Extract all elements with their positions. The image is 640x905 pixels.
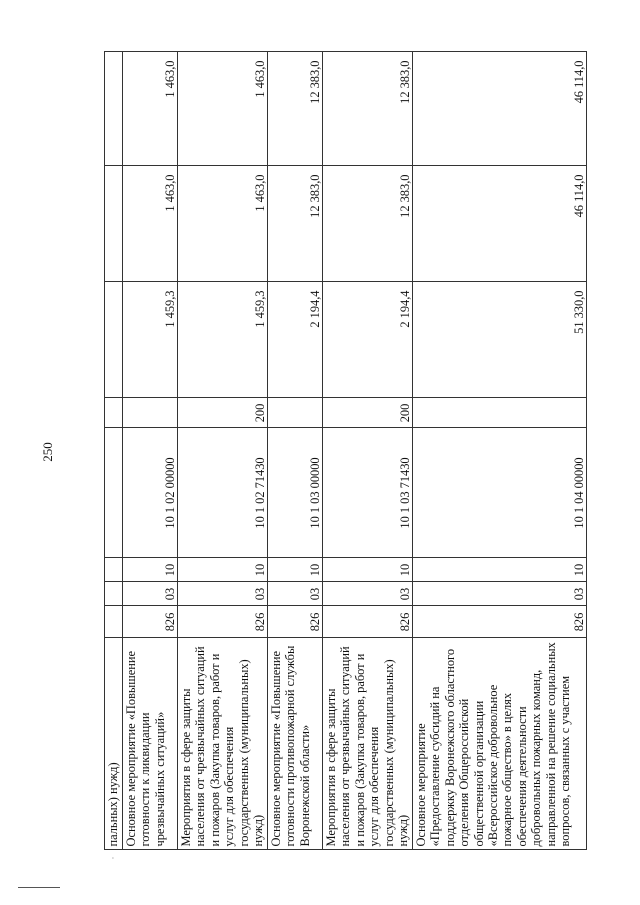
cell-expense-type: 200 (178, 398, 268, 428)
cell-target-item: 10 1 03 71430 (323, 428, 413, 558)
cell-ministry-code: 826 (268, 606, 323, 638)
rotated-table-container (104, 52, 586, 872)
cell-amount-b: 46 114,0 (413, 166, 587, 282)
cell-section: 03 (323, 582, 413, 606)
cell-subsection: 10 (323, 558, 413, 582)
cell-amount-b (105, 166, 123, 282)
cell-amount-a: 51 330,0 (413, 282, 587, 398)
cell-amount-b: 12 383,0 (323, 166, 413, 282)
cell-amount-b: 1 463,0 (123, 166, 178, 282)
cell-subsection: 10 (178, 558, 268, 582)
cell-subsection (105, 558, 123, 582)
cell-amount-c: 12 383,0 (323, 52, 413, 166)
cell-ministry-code: 826 (123, 606, 178, 638)
budget-table (104, 52, 587, 873)
table-row (105, 52, 123, 872)
cell-subsection: 10 (268, 558, 323, 582)
cell-amount-c: 1 463,0 (178, 52, 268, 166)
cell-amount-b: 1 463,0 (178, 166, 268, 282)
row-name: Мероприятия в сфере защиты населения от чрезвычайных ситуаций и пожаров (Закупка товаров, работ и услуг для обеспечения государственных (муниципальных) нужд) (178, 638, 268, 850)
cell-expense-type (413, 398, 587, 428)
cell-target-item: 10 1 04 00000 (413, 428, 587, 558)
table-row (413, 52, 587, 872)
row-name: пальных) нужд) (105, 638, 123, 850)
cell-amount-b: 12 383,0 (268, 166, 323, 282)
table-row (323, 52, 413, 872)
cell-section (105, 582, 123, 606)
cell-target-item: 10 1 02 00000 (123, 428, 178, 558)
edge-mark: · (107, 856, 118, 860)
cell-section: 03 (413, 582, 587, 606)
cell-amount-a: 1 459,3 (178, 282, 268, 398)
cell-ministry-code: 826 (323, 606, 413, 638)
cell-target-item (105, 428, 123, 558)
cell-section: 03 (268, 582, 323, 606)
table-row (268, 52, 323, 872)
footer-rule (18, 887, 60, 888)
cell-amount-c (105, 52, 123, 166)
cell-amount-a: 2 194,4 (268, 282, 323, 398)
cell-amount-a: 2 194,4 (323, 282, 413, 398)
cell-amount-c: 46 114,0 (413, 52, 587, 166)
cell-target-item: 10 1 02 71430 (178, 428, 268, 558)
cell-subsection: 10 (413, 558, 587, 582)
cell-amount-c: 12 383,0 (268, 52, 323, 166)
page-number: 250 (39, 442, 55, 462)
cell-expense-type (123, 398, 178, 428)
row-name: Основное мероприятие «Повышение готовности к ликвидации чрезвычайных ситуаций» (123, 638, 178, 850)
cell-section: 03 (123, 582, 178, 606)
cell-expense-type (268, 398, 323, 428)
cell-ministry-code (105, 606, 123, 638)
cell-ministry-code: 826 (413, 606, 587, 638)
table-row (178, 52, 268, 872)
row-name: Основное мероприятие «Повышение готовности противопожарной службы Воронежской области» (268, 638, 323, 850)
cell-expense-type: 200 (323, 398, 413, 428)
table-row (123, 52, 178, 872)
cell-amount-a (105, 282, 123, 398)
cell-amount-c: 1 463,0 (123, 52, 178, 166)
cell-ministry-code: 826 (178, 606, 268, 638)
cell-expense-type (105, 398, 123, 428)
cell-amount-a: 1 459,3 (123, 282, 178, 398)
cell-target-item: 10 1 03 00000 (268, 428, 323, 558)
row-name: Мероприятия в сфере защиты населения от чрезвычайных ситуаций и пожаров (Закупка товаров, работ и услуг для обеспечения государственных (муниципальных) нужд) (323, 638, 413, 850)
row-name: Основное мероприятие «Предоставление субсидий на поддержку Воронежского областного отделения Общероссийской общественной организации «Всероссийское добровольное пожарное общество» в целях обеспечения деятельности добровольных пожарных команд, направленной на решение социальных вопросов, связанных с участием (413, 638, 587, 850)
cell-subsection: 10 (123, 558, 178, 582)
cell-section: 03 (178, 582, 268, 606)
